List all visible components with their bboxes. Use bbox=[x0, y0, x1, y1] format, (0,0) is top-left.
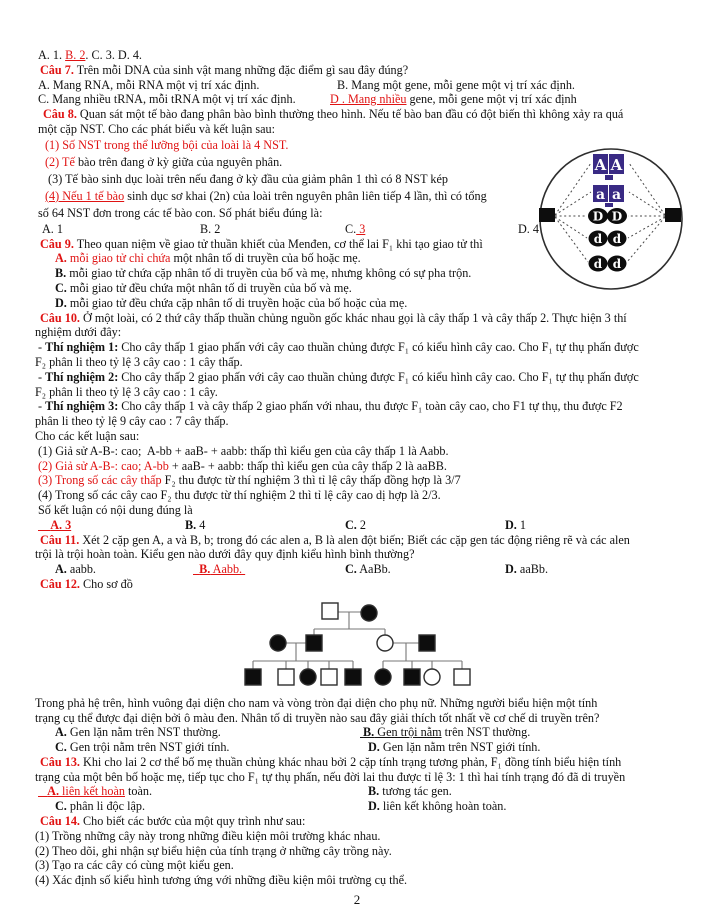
affected-male bbox=[419, 635, 435, 651]
text-segment: trội là trội hoàn toàn. Kiểu gen nào dưới đây quy định kiểu hình bình thường? bbox=[35, 547, 415, 562]
text-segment: liên kết hoàn bbox=[59, 784, 125, 799]
text-chunk bbox=[38, 48, 142, 62]
text-chunk bbox=[45, 155, 282, 169]
chromosome-label: a bbox=[611, 187, 622, 203]
text-line bbox=[0, 340, 714, 355]
text-chunk bbox=[35, 325, 121, 339]
text-chunk bbox=[40, 311, 627, 325]
text-line bbox=[0, 725, 714, 740]
text-segment: A. Mang RNA, mỗi RNA một vị trí xác định. bbox=[38, 77, 260, 92]
text-segment: A. bbox=[55, 251, 67, 266]
text-segment: (3) Tạo ra các cây có cùng một kiểu gen. bbox=[35, 858, 234, 873]
chromosome-pair-AA bbox=[593, 154, 624, 180]
text-segment: Thí nghiệm 2: bbox=[45, 369, 119, 384]
chromosome-label: d bbox=[612, 232, 622, 246]
text-segment: bào trên đang ở kỳ giữa của nguyên phân. bbox=[74, 154, 283, 169]
text-segment: (1) Số NST trong thể lưỡng bội của loài là 4 NST. bbox=[45, 137, 289, 152]
text-chunk bbox=[45, 189, 487, 203]
chromosome-pair-dd-1 bbox=[589, 231, 627, 247]
text-line bbox=[0, 459, 714, 474]
text-segment: Gen trội nằm bbox=[374, 725, 442, 740]
text-chunk bbox=[45, 138, 288, 152]
text-segment: A. 1. bbox=[38, 48, 66, 62]
text-segment: nghiệm dưới đây: bbox=[35, 325, 122, 340]
text-line bbox=[0, 829, 714, 844]
text-line bbox=[0, 518, 714, 533]
option-chunk bbox=[55, 562, 96, 577]
text-segment: Gen lặn nằm trên NST giới tính. bbox=[379, 740, 541, 755]
text-chunk bbox=[38, 473, 461, 487]
text-segment: - bbox=[38, 399, 46, 414]
text-segment: Số kết luận có nội dung đúng là bbox=[38, 502, 193, 517]
text-line bbox=[0, 547, 714, 562]
text-segment: Cho cây thấp 2 giao phấn với cây cao thuần chủng được F₁ có kiểu hình cây cao. Cho F₁ tự thụ phấn được bbox=[118, 369, 639, 384]
text-segment: D. 4 bbox=[518, 221, 539, 236]
text-chunk bbox=[55, 296, 407, 310]
text-segment: C. bbox=[55, 280, 67, 295]
option-chunk bbox=[55, 799, 145, 814]
text-chunk bbox=[35, 711, 599, 725]
text-chunk bbox=[45, 172, 448, 186]
text-segment: B. bbox=[363, 725, 375, 740]
text-chunk bbox=[43, 107, 623, 121]
text-segment: Gen trội nằm trên NST giới tính. bbox=[66, 740, 230, 755]
text-chunk bbox=[38, 399, 623, 413]
text-segment: C. Mang nhiều tRNA, mỗi tRNA một vị trí xác định. bbox=[38, 92, 296, 107]
text-line bbox=[0, 784, 714, 799]
text-segment: toàn. bbox=[125, 784, 153, 799]
text-segment: - bbox=[38, 340, 46, 355]
text-line bbox=[0, 562, 714, 577]
text-segment: - bbox=[38, 369, 46, 384]
text-chunk bbox=[38, 488, 441, 502]
text-segment: (3) Tế bào sinh dục loài trên nếu đang ở kỳ đầu của giảm phân 1 thì có 8 NST kép bbox=[45, 171, 449, 186]
affected-male bbox=[345, 669, 361, 685]
text-chunk bbox=[35, 547, 414, 561]
text-line bbox=[0, 799, 714, 814]
text-segment: liên kết không hoàn toàn. bbox=[379, 799, 507, 814]
text-line bbox=[0, 92, 714, 107]
text-segment: trên NST thường. bbox=[441, 725, 531, 740]
text-segment: C. bbox=[345, 221, 357, 236]
text-segment: B. bbox=[55, 266, 67, 281]
text-line bbox=[0, 444, 714, 459]
page-number: 2 bbox=[353, 892, 361, 908]
text-segment: Trên mỗi DNA của sinh vật mang những đặc điểm gì sau đây đúng? bbox=[73, 62, 409, 77]
text-chunk bbox=[35, 696, 597, 710]
text-segment: F₂ thu được từ thí nghiệm 3 thì tỉ lệ cây thấp đồng hợp là 3/7 bbox=[161, 473, 461, 488]
text-chunk bbox=[40, 755, 621, 769]
text-line bbox=[0, 696, 714, 711]
text-line bbox=[0, 873, 714, 888]
text-segment: B. 2 bbox=[200, 221, 221, 236]
text-segment: trạng của một bên bố hoặc mẹ, tiếp tục cho F₁ tự thụ phấn, nếu đời lai thu được tỉ lệ 3: 1 thì hai tính trạng đó đã di truyền bbox=[35, 769, 626, 784]
text-segment: mỗi giao tử chứa cặp nhân tố di truyền của bố và mẹ, nhưng không có sự pha trộn. bbox=[66, 266, 472, 281]
text-segment: (4) Nếu 1 tế bào bbox=[45, 188, 125, 203]
text-chunk bbox=[35, 355, 243, 369]
text-segment: một cặp NST. Cho các phát biểu và kết luận sau: bbox=[38, 121, 276, 136]
text-line bbox=[0, 311, 714, 326]
option-chunk bbox=[55, 740, 229, 755]
text-segment: Câu 13. bbox=[40, 754, 80, 769]
text-line bbox=[0, 399, 714, 414]
text-line bbox=[0, 63, 714, 78]
text-line bbox=[0, 429, 714, 444]
affected-female bbox=[270, 635, 286, 651]
chromosome-label: d bbox=[593, 232, 603, 246]
text-segment: Khi cho lai 2 cơ thể bố mẹ thuần chủng khác nhau bởi 2 cặp tính trạng tương phản, F₁ đồng tính biểu hiện tính bbox=[79, 754, 622, 769]
text-segment: A. 3 bbox=[50, 517, 72, 532]
text-chunk bbox=[35, 844, 392, 858]
option-chunk bbox=[345, 222, 365, 237]
text-chunk bbox=[38, 370, 639, 384]
affected-male bbox=[404, 669, 420, 685]
text-segment: phân li độc lập. bbox=[66, 799, 146, 814]
text-line bbox=[0, 370, 714, 385]
text-line bbox=[0, 355, 714, 370]
text-line bbox=[0, 577, 714, 592]
chromosome-pair-dd-2 bbox=[589, 256, 627, 272]
unaffected-male bbox=[454, 669, 470, 685]
text-segment: 1 bbox=[516, 517, 526, 532]
option-chunk bbox=[518, 222, 539, 237]
text-segment: (4) Xác định số kiểu hình tương ứng với những điều kiện môi trường cụ thể. bbox=[35, 873, 408, 888]
text-segment: D. bbox=[505, 517, 517, 532]
text-segment: Cho các kết luận sau: bbox=[35, 428, 140, 443]
option-chunk bbox=[505, 562, 548, 577]
affected-male bbox=[245, 669, 261, 685]
text-line bbox=[0, 122, 714, 137]
text-line bbox=[0, 711, 714, 726]
text-segment: Ở một loài, có 2 thứ cây thấp thuần chủng nguồn gốc khác nhau gọi là cây thấp 1 và cây thấp 2. Thực hiện 3 thí bbox=[79, 310, 627, 325]
text-segment: một nhân tố di truyền của bố hoặc mẹ. bbox=[170, 251, 361, 266]
text-segment: C. bbox=[345, 562, 357, 577]
text-segment: D. bbox=[505, 562, 517, 577]
text-segment: B. 2 bbox=[65, 48, 86, 62]
text-segment: (1) Giả sử A-B-: cao; A-bb + aaB- + aabb: thấp thì kiểu gen của cây thấp 1 là Aabb. bbox=[38, 443, 449, 458]
chromosome-label: d bbox=[612, 257, 622, 271]
chromosome-label: A bbox=[594, 156, 607, 174]
text-segment: B. bbox=[199, 562, 211, 577]
text-chunk bbox=[38, 340, 639, 354]
unaffected-female bbox=[377, 635, 393, 651]
text-chunk bbox=[55, 251, 361, 265]
text-chunk bbox=[38, 92, 296, 106]
text-segment: gene, mỗi gene một vị trí xác định bbox=[406, 92, 577, 107]
text-segment: Trong phả hệ trên, hình vuông đại diện cho nam và vòng tròn đại diện cho phụ nữ. Những người biểu hiện một tính bbox=[35, 695, 598, 710]
option-chunk bbox=[38, 518, 71, 533]
chromosome-label: D bbox=[611, 209, 623, 224]
text-segment: 3 bbox=[356, 221, 366, 236]
chromosome-label: D bbox=[592, 209, 604, 224]
text-line bbox=[0, 740, 714, 755]
text-line bbox=[0, 473, 714, 488]
text-chunk bbox=[35, 414, 229, 428]
text-segment: Thí nghiệm 3: bbox=[45, 399, 119, 414]
chromosome-pair-DD bbox=[588, 208, 627, 224]
text-line bbox=[0, 296, 714, 311]
document-body-bottom bbox=[0, 696, 714, 888]
option-chunk bbox=[193, 562, 245, 577]
text-segment: mỗi giao tử chỉ chứa bbox=[66, 251, 171, 266]
text-segment: 2 bbox=[356, 517, 366, 532]
text-line bbox=[0, 325, 714, 340]
option-chunk bbox=[200, 222, 220, 237]
text-segment bbox=[38, 518, 50, 532]
text-chunk bbox=[40, 814, 305, 828]
text-segment: F₂ phân li theo tỷ lệ 3 cây cao : 1 cây thấp. bbox=[35, 354, 243, 369]
text-segment: (2) Giả sử A-B-: cao; A-bb bbox=[38, 458, 169, 473]
option-chunk bbox=[185, 518, 205, 533]
text-segment: 4 bbox=[196, 517, 206, 532]
text-segment: Câu 7. bbox=[40, 62, 74, 77]
text-segment: C. bbox=[55, 740, 67, 755]
text-segment: (1) Trồng những cây này trong những điều kiện môi trường khác nhau. bbox=[35, 828, 381, 843]
text-segment: Thí nghiệm 1: bbox=[45, 340, 119, 355]
pedigree-figure bbox=[0, 592, 714, 696]
option-chunk bbox=[368, 740, 540, 755]
text-segment: B. bbox=[368, 784, 380, 799]
option-chunk bbox=[505, 518, 526, 533]
text-segment: (4) Trong số các cây cao F₂ thu được từ thí nghiệm 2 thì tỉ lệ cây cao dị hợp là 2/3. bbox=[38, 488, 441, 503]
text-segment: A. bbox=[47, 784, 59, 799]
pedigree-members bbox=[245, 603, 470, 685]
text-segment: Cho cây thấp 1 giao phấn với cây cao thuần chủng được F₁ có kiểu hình cây cao. Cho F₁ tự thụ phấn được bbox=[118, 340, 639, 355]
text-chunk bbox=[40, 577, 133, 591]
option-chunk bbox=[345, 518, 366, 533]
text-segment: B. bbox=[185, 517, 197, 532]
option-chunk bbox=[360, 725, 530, 740]
unaffected-male bbox=[321, 669, 337, 685]
affected-female bbox=[361, 605, 377, 621]
text-line bbox=[0, 858, 714, 873]
chromosome-label: A bbox=[610, 156, 623, 174]
text-segment: D. bbox=[55, 295, 67, 310]
text-segment: aaBb. bbox=[516, 562, 548, 577]
text-line bbox=[0, 844, 714, 859]
chromosome-label: a bbox=[595, 187, 606, 203]
text-chunk bbox=[38, 444, 449, 458]
option-chunk bbox=[368, 799, 506, 814]
affected-male bbox=[306, 635, 322, 651]
text-segment: A. bbox=[55, 725, 67, 740]
text-chunk bbox=[35, 385, 218, 399]
option-chunk bbox=[38, 784, 152, 799]
text-chunk bbox=[38, 459, 447, 473]
text-segment: Xét 2 cặp gen A, a và B, b; trong đó các alen a, B là alen đột biến; Biết các cặp gen tác động riêng rẽ và các alen bbox=[79, 532, 630, 547]
chromosome-pair-aa bbox=[593, 185, 624, 207]
text-line bbox=[0, 488, 714, 503]
text-line bbox=[0, 107, 714, 122]
text-line bbox=[0, 78, 714, 93]
text-segment: trạng cụ thể được đại diện bởi ô màu đen. Nhân tố di truyền nào sau đây giải thích tốt nhất về cơ chế di truyền trên? bbox=[35, 710, 600, 725]
text-segment: Câu 11. bbox=[40, 532, 80, 547]
option-chunk bbox=[42, 222, 63, 237]
chromosome-label: d bbox=[593, 257, 603, 271]
text-line bbox=[0, 770, 714, 785]
unaffected-female bbox=[424, 669, 440, 685]
text-segment: sinh dục sơ khai (2n) của loài trên nguyên phân liên tiếp 4 lần, thì có tổng bbox=[124, 188, 487, 203]
unaffected-male bbox=[322, 603, 338, 619]
text-segment: AaBb. bbox=[356, 562, 391, 577]
affected-female bbox=[300, 669, 316, 685]
text-segment: (2) Tế bbox=[45, 154, 75, 169]
text-segment: số 64 NST đơn trong các tế bào con. Số phát biểu đúng là: bbox=[38, 205, 323, 220]
text-line bbox=[0, 48, 714, 63]
cell-division-figure bbox=[537, 146, 685, 292]
affected-female bbox=[375, 669, 391, 685]
text-chunk bbox=[35, 770, 625, 784]
option-chunk bbox=[337, 78, 575, 93]
text-segment: Câu 14. bbox=[40, 814, 80, 829]
text-segment: (2) Theo dõi, ghi nhận sự biểu hiện của tính trạng ở những cây trồng này. bbox=[35, 843, 392, 858]
text-segment: Cho cây thấp 1 và cây thấp 2 giao phấn với nhau, thu được F₁ toàn cây cao, cho F1 tự thụ, thu được F2 bbox=[118, 399, 623, 414]
text-segment: Theo quan niệm về giao tử thuần khiết của Menđen, cơ thể lai F₁ khi tạo giao tử thì bbox=[73, 236, 483, 251]
option-chunk bbox=[368, 784, 452, 799]
text-chunk bbox=[40, 237, 483, 251]
text-segment: tương tác gen. bbox=[379, 784, 452, 799]
text-segment: mỗi giao tử đều chứa cặp nhân tố di truyền hoặc của bố hoặc của mẹ. bbox=[66, 295, 408, 310]
text-chunk bbox=[55, 281, 352, 295]
text-segment: Aabb. bbox=[210, 562, 246, 577]
text-chunk bbox=[38, 206, 322, 220]
text-segment: D. bbox=[368, 799, 380, 814]
text-segment: Câu 9. bbox=[40, 236, 74, 251]
text-segment: D. bbox=[368, 740, 380, 755]
text-chunk bbox=[55, 266, 471, 280]
text-segment: Gen lặn nằm trên NST thường. bbox=[66, 725, 221, 740]
text-segment: Quan sát một tế bào đang phân bào bình thường theo hình. Nếu tế bào ban đầu có đột biến thì không xảy ra quá bbox=[76, 107, 624, 122]
text-segment: F₂ phân li theo tỷ lệ 3 cây cao : 1 cây. bbox=[35, 384, 218, 399]
top-margin bbox=[0, 0, 714, 48]
document-body-top bbox=[0, 48, 714, 592]
text-chunk bbox=[35, 429, 139, 443]
text-segment: + aaB- + aabb: thấp thì kiểu gen của cây thấp 2 là aaBB. bbox=[168, 458, 447, 473]
text-segment bbox=[38, 784, 47, 798]
text-chunk bbox=[35, 829, 380, 843]
text-segment: Cho sơ đồ bbox=[79, 576, 133, 591]
text-segment: aabb. bbox=[66, 562, 96, 577]
unaffected-male bbox=[278, 669, 294, 685]
text-segment: . C. 3. D. 4. bbox=[85, 48, 142, 62]
text-segment: (3) Trong số các cây thấp bbox=[38, 473, 162, 488]
text-line bbox=[0, 503, 714, 518]
text-chunk bbox=[38, 503, 193, 517]
text-line bbox=[0, 414, 714, 429]
text-line bbox=[0, 385, 714, 400]
option-chunk bbox=[330, 92, 577, 107]
text-chunk bbox=[38, 78, 259, 92]
text-line bbox=[0, 533, 714, 548]
text-segment: mỗi giao tử đều chứa một nhân tố di truyền của bố và mẹ. bbox=[66, 280, 352, 295]
text-segment: Câu 12. bbox=[40, 576, 80, 591]
text-chunk bbox=[40, 533, 630, 547]
text-segment: C. bbox=[345, 517, 357, 532]
text-segment: Cho biết các bước của một quy trình như sau: bbox=[79, 814, 306, 829]
text-segment: D . Mang nhiều bbox=[330, 92, 407, 107]
text-chunk bbox=[35, 873, 407, 887]
text-line bbox=[0, 755, 714, 770]
text-segment: phân li theo tỷ lệ 9 cây cao : 7 cây thấp. bbox=[35, 414, 229, 429]
option-chunk bbox=[345, 562, 391, 577]
option-chunk bbox=[55, 725, 221, 740]
text-segment: B. Mang một gene, mỗi gene một vị trí xác định. bbox=[337, 77, 575, 92]
text-chunk bbox=[40, 63, 408, 77]
text-line bbox=[0, 814, 714, 829]
text-chunk bbox=[35, 858, 234, 872]
text-chunk bbox=[38, 122, 275, 136]
text-segment: A. bbox=[55, 562, 67, 577]
text-segment: Câu 10. bbox=[40, 310, 80, 325]
text-segment: Câu 8. bbox=[43, 107, 77, 122]
text-segment: C. bbox=[55, 799, 67, 814]
pedigree-svg bbox=[243, 595, 478, 691]
text-segment: A. 1 bbox=[42, 221, 63, 236]
